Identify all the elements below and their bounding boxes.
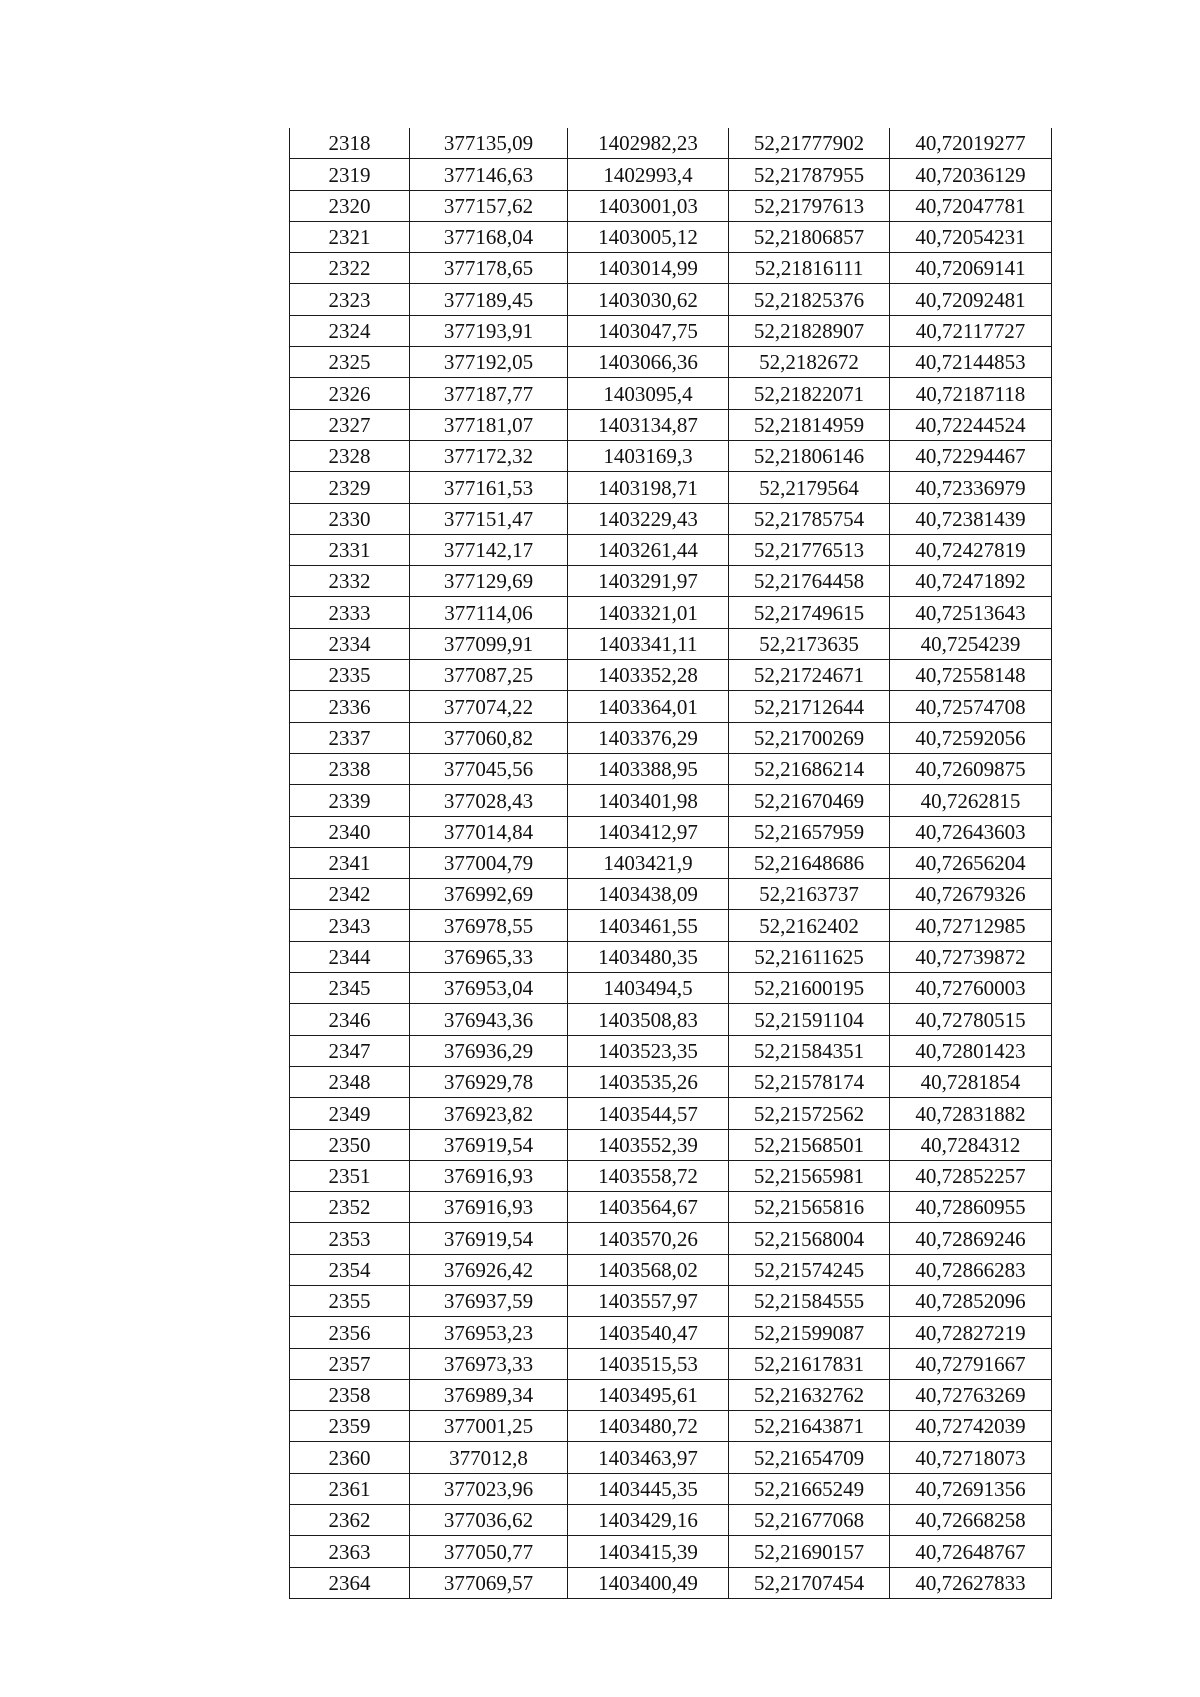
y-coordinate-cell: 1403014,99 (568, 253, 729, 284)
y-coordinate-cell: 1403480,72 (568, 1411, 729, 1442)
x-coordinate-cell: 376916,93 (410, 1160, 568, 1191)
latitude-cell: 52,21806146 (729, 440, 890, 471)
x-coordinate-cell: 377012,8 (410, 1442, 568, 1473)
longitude-cell: 40,72718073 (890, 1442, 1052, 1473)
latitude-cell: 52,21600195 (729, 973, 890, 1004)
table-row (290, 753, 1052, 784)
point-number-cell: 2352 (290, 1192, 410, 1223)
table-row (290, 1066, 1052, 1097)
longitude-cell: 40,72069141 (890, 253, 1052, 284)
longitude-cell: 40,72648767 (890, 1536, 1052, 1567)
y-coordinate-cell: 1403415,39 (568, 1536, 729, 1567)
point-number-cell: 2360 (290, 1442, 410, 1473)
longitude-cell: 40,7281854 (890, 1066, 1052, 1097)
table-row (290, 816, 1052, 847)
longitude-cell: 40,72760003 (890, 973, 1052, 1004)
table-row (290, 660, 1052, 691)
point-number-cell: 2331 (290, 534, 410, 565)
x-coordinate-cell: 376916,93 (410, 1192, 568, 1223)
point-number-cell: 2345 (290, 973, 410, 1004)
latitude-cell: 52,21777902 (729, 128, 890, 159)
table-row (290, 1192, 1052, 1223)
latitude-cell: 52,21825376 (729, 284, 890, 315)
point-number-cell: 2349 (290, 1098, 410, 1129)
x-coordinate-cell: 376929,78 (410, 1066, 568, 1097)
point-number-cell: 2339 (290, 785, 410, 816)
x-coordinate-cell: 377178,65 (410, 253, 568, 284)
longitude-cell: 40,7284312 (890, 1129, 1052, 1160)
longitude-cell: 40,72019277 (890, 128, 1052, 159)
latitude-cell: 52,21822071 (729, 378, 890, 409)
x-coordinate-cell: 377023,96 (410, 1473, 568, 1504)
y-coordinate-cell: 1403568,02 (568, 1254, 729, 1285)
longitude-cell: 40,72827219 (890, 1317, 1052, 1348)
y-coordinate-cell: 1403169,3 (568, 440, 729, 471)
table-row (290, 378, 1052, 409)
y-coordinate-cell: 1403535,26 (568, 1066, 729, 1097)
longitude-cell: 40,72763269 (890, 1379, 1052, 1410)
x-coordinate-cell: 377157,62 (410, 190, 568, 221)
x-coordinate-cell: 376936,29 (410, 1035, 568, 1066)
point-number-cell: 2350 (290, 1129, 410, 1160)
longitude-cell: 40,72780515 (890, 1004, 1052, 1035)
point-number-cell: 2323 (290, 284, 410, 315)
table-row (290, 628, 1052, 659)
point-number-cell: 2362 (290, 1505, 410, 1536)
table-row (290, 1411, 1052, 1442)
longitude-cell: 40,72574708 (890, 691, 1052, 722)
x-coordinate-cell: 377189,45 (410, 284, 568, 315)
table-row (290, 1098, 1052, 1129)
table-row (290, 785, 1052, 816)
y-coordinate-cell: 1403421,9 (568, 847, 729, 878)
latitude-cell: 52,21712644 (729, 691, 890, 722)
x-coordinate-cell: 377099,91 (410, 628, 568, 659)
x-coordinate-cell: 376937,59 (410, 1285, 568, 1316)
y-coordinate-cell: 1403429,16 (568, 1505, 729, 1536)
y-coordinate-cell: 1403352,28 (568, 660, 729, 691)
point-number-cell: 2347 (290, 1035, 410, 1066)
y-coordinate-cell: 1403134,87 (568, 409, 729, 440)
longitude-cell: 40,7262815 (890, 785, 1052, 816)
point-number-cell: 2327 (290, 409, 410, 440)
longitude-cell: 40,72513643 (890, 597, 1052, 628)
longitude-cell: 40,72852096 (890, 1285, 1052, 1316)
latitude-cell: 52,21654709 (729, 1442, 890, 1473)
table-row (290, 1379, 1052, 1410)
point-number-cell: 2359 (290, 1411, 410, 1442)
point-number-cell: 2354 (290, 1254, 410, 1285)
longitude-cell: 40,72144853 (890, 347, 1052, 378)
y-coordinate-cell: 1403463,97 (568, 1442, 729, 1473)
latitude-cell: 52,21677068 (729, 1505, 890, 1536)
longitude-cell: 40,72791667 (890, 1348, 1052, 1379)
table-row (290, 503, 1052, 534)
point-number-cell: 2363 (290, 1536, 410, 1567)
longitude-cell: 40,72869246 (890, 1223, 1052, 1254)
latitude-cell: 52,21568004 (729, 1223, 890, 1254)
x-coordinate-cell: 376943,36 (410, 1004, 568, 1035)
x-coordinate-cell: 376919,54 (410, 1223, 568, 1254)
point-number-cell: 2332 (290, 566, 410, 597)
latitude-cell: 52,2179564 (729, 472, 890, 503)
longitude-cell: 40,72852257 (890, 1160, 1052, 1191)
x-coordinate-cell: 376923,82 (410, 1098, 568, 1129)
latitude-cell: 52,21806857 (729, 221, 890, 252)
point-number-cell: 2322 (290, 253, 410, 284)
y-coordinate-cell: 1403261,44 (568, 534, 729, 565)
y-coordinate-cell: 1403388,95 (568, 753, 729, 784)
y-coordinate-cell: 1403001,03 (568, 190, 729, 221)
x-coordinate-cell: 377045,56 (410, 753, 568, 784)
x-coordinate-cell: 377135,09 (410, 128, 568, 159)
longitude-cell: 40,72117727 (890, 315, 1052, 346)
table-row (290, 1129, 1052, 1160)
longitude-cell: 40,72294467 (890, 440, 1052, 471)
latitude-cell: 52,21578174 (729, 1066, 890, 1097)
y-coordinate-cell: 1403376,29 (568, 722, 729, 753)
table-row (290, 1473, 1052, 1504)
x-coordinate-cell: 377114,06 (410, 597, 568, 628)
x-coordinate-cell: 377168,04 (410, 221, 568, 252)
table-row (290, 1567, 1052, 1598)
y-coordinate-cell: 1403066,36 (568, 347, 729, 378)
table-row (290, 159, 1052, 190)
latitude-cell: 52,21591104 (729, 1004, 890, 1035)
x-coordinate-cell: 377142,17 (410, 534, 568, 565)
table-row (290, 128, 1052, 159)
latitude-cell: 52,21657959 (729, 816, 890, 847)
table-row (290, 722, 1052, 753)
point-number-cell: 2328 (290, 440, 410, 471)
y-coordinate-cell: 1403321,01 (568, 597, 729, 628)
point-number-cell: 2356 (290, 1317, 410, 1348)
longitude-cell: 40,72381439 (890, 503, 1052, 534)
y-coordinate-cell: 1403047,75 (568, 315, 729, 346)
latitude-cell: 52,21787955 (729, 159, 890, 190)
point-number-cell: 2355 (290, 1285, 410, 1316)
y-coordinate-cell: 1403544,57 (568, 1098, 729, 1129)
x-coordinate-cell: 377028,43 (410, 785, 568, 816)
latitude-cell: 52,21572562 (729, 1098, 890, 1129)
point-number-cell: 2325 (290, 347, 410, 378)
point-number-cell: 2351 (290, 1160, 410, 1191)
point-number-cell: 2346 (290, 1004, 410, 1035)
longitude-cell: 40,72739872 (890, 941, 1052, 972)
latitude-cell: 52,21707454 (729, 1567, 890, 1598)
table-row (290, 284, 1052, 315)
longitude-cell: 40,72336979 (890, 472, 1052, 503)
x-coordinate-cell: 376978,55 (410, 910, 568, 941)
table-row (290, 1035, 1052, 1066)
longitude-cell: 40,72427819 (890, 534, 1052, 565)
table-row (290, 691, 1052, 722)
coordinates-table (289, 128, 1052, 1599)
longitude-cell: 40,72627833 (890, 1567, 1052, 1598)
longitude-cell: 40,72047781 (890, 190, 1052, 221)
y-coordinate-cell: 1403445,35 (568, 1473, 729, 1504)
point-number-cell: 2319 (290, 159, 410, 190)
latitude-cell: 52,21568501 (729, 1129, 890, 1160)
table-row (290, 1254, 1052, 1285)
table-body (290, 128, 1052, 1598)
latitude-cell: 52,21611625 (729, 941, 890, 972)
longitude-cell: 40,72244524 (890, 409, 1052, 440)
latitude-cell: 52,2173635 (729, 628, 890, 659)
latitude-cell: 52,21648686 (729, 847, 890, 878)
y-coordinate-cell: 1403570,26 (568, 1223, 729, 1254)
x-coordinate-cell: 377187,77 (410, 378, 568, 409)
point-number-cell: 2336 (290, 691, 410, 722)
x-coordinate-cell: 376973,33 (410, 1348, 568, 1379)
table-row (290, 910, 1052, 941)
latitude-cell: 52,21828907 (729, 315, 890, 346)
y-coordinate-cell: 1403552,39 (568, 1129, 729, 1160)
y-coordinate-cell: 1403461,55 (568, 910, 729, 941)
latitude-cell: 52,21565981 (729, 1160, 890, 1191)
longitude-cell: 40,72092481 (890, 284, 1052, 315)
x-coordinate-cell: 376953,23 (410, 1317, 568, 1348)
x-coordinate-cell: 377129,69 (410, 566, 568, 597)
point-number-cell: 2321 (290, 221, 410, 252)
longitude-cell: 40,72712985 (890, 910, 1052, 941)
point-number-cell: 2343 (290, 910, 410, 941)
x-coordinate-cell: 376953,04 (410, 973, 568, 1004)
x-coordinate-cell: 377172,32 (410, 440, 568, 471)
table-row (290, 847, 1052, 878)
y-coordinate-cell: 1403400,49 (568, 1567, 729, 1598)
latitude-cell: 52,21617831 (729, 1348, 890, 1379)
longitude-cell: 40,72609875 (890, 753, 1052, 784)
y-coordinate-cell: 1403364,01 (568, 691, 729, 722)
x-coordinate-cell: 377014,84 (410, 816, 568, 847)
table-row (290, 597, 1052, 628)
point-number-cell: 2338 (290, 753, 410, 784)
point-number-cell: 2326 (290, 378, 410, 409)
point-number-cell: 2342 (290, 879, 410, 910)
longitude-cell: 40,72656204 (890, 847, 1052, 878)
table-row (290, 534, 1052, 565)
y-coordinate-cell: 1403229,43 (568, 503, 729, 534)
longitude-cell: 40,72054231 (890, 221, 1052, 252)
table-row (290, 1317, 1052, 1348)
latitude-cell: 52,21749615 (729, 597, 890, 628)
table-row (290, 1223, 1052, 1254)
latitude-cell: 52,21814959 (729, 409, 890, 440)
y-coordinate-cell: 1403005,12 (568, 221, 729, 252)
y-coordinate-cell: 1403495,61 (568, 1379, 729, 1410)
y-coordinate-cell: 1403291,97 (568, 566, 729, 597)
y-coordinate-cell: 1403540,47 (568, 1317, 729, 1348)
table-row (290, 1536, 1052, 1567)
x-coordinate-cell: 377161,53 (410, 472, 568, 503)
longitude-cell: 40,72558148 (890, 660, 1052, 691)
longitude-cell: 40,72668258 (890, 1505, 1052, 1536)
table-row (290, 440, 1052, 471)
y-coordinate-cell: 1403558,72 (568, 1160, 729, 1191)
table-row (290, 190, 1052, 221)
longitude-cell: 40,72036129 (890, 159, 1052, 190)
point-number-cell: 2334 (290, 628, 410, 659)
latitude-cell: 52,21665249 (729, 1473, 890, 1504)
x-coordinate-cell: 377036,62 (410, 1505, 568, 1536)
latitude-cell: 52,21776513 (729, 534, 890, 565)
longitude-cell: 40,72742039 (890, 1411, 1052, 1442)
latitude-cell: 52,21797613 (729, 190, 890, 221)
table-row (290, 315, 1052, 346)
point-number-cell: 2337 (290, 722, 410, 753)
table-row (290, 409, 1052, 440)
table-row (290, 1505, 1052, 1536)
y-coordinate-cell: 1402982,23 (568, 128, 729, 159)
y-coordinate-cell: 1403438,09 (568, 879, 729, 910)
table-row (290, 973, 1052, 1004)
latitude-cell: 52,21816111 (729, 253, 890, 284)
latitude-cell: 52,21599087 (729, 1317, 890, 1348)
x-coordinate-cell: 377193,91 (410, 315, 568, 346)
latitude-cell: 52,21700269 (729, 722, 890, 753)
table-row (290, 879, 1052, 910)
table-row (290, 1285, 1052, 1316)
latitude-cell: 52,21584351 (729, 1035, 890, 1066)
point-number-cell: 2330 (290, 503, 410, 534)
y-coordinate-cell: 1403341,11 (568, 628, 729, 659)
point-number-cell: 2335 (290, 660, 410, 691)
point-number-cell: 2364 (290, 1567, 410, 1598)
x-coordinate-cell: 377001,25 (410, 1411, 568, 1442)
longitude-cell: 40,72592056 (890, 722, 1052, 753)
table-row (290, 1348, 1052, 1379)
y-coordinate-cell: 1403564,67 (568, 1192, 729, 1223)
longitude-cell: 40,72860955 (890, 1192, 1052, 1223)
latitude-cell: 52,21565816 (729, 1192, 890, 1223)
y-coordinate-cell: 1403508,83 (568, 1004, 729, 1035)
x-coordinate-cell: 377060,82 (410, 722, 568, 753)
table-row (290, 566, 1052, 597)
longitude-cell: 40,72679326 (890, 879, 1052, 910)
table-row (290, 1004, 1052, 1035)
x-coordinate-cell: 377004,79 (410, 847, 568, 878)
point-number-cell: 2344 (290, 941, 410, 972)
y-coordinate-cell: 1403515,53 (568, 1348, 729, 1379)
table-row (290, 1442, 1052, 1473)
longitude-cell: 40,72187118 (890, 378, 1052, 409)
x-coordinate-cell: 377192,05 (410, 347, 568, 378)
y-coordinate-cell: 1402993,4 (568, 159, 729, 190)
longitude-cell: 40,72831882 (890, 1098, 1052, 1129)
point-number-cell: 2341 (290, 847, 410, 878)
point-number-cell: 2318 (290, 128, 410, 159)
longitude-cell: 40,72471892 (890, 566, 1052, 597)
point-number-cell: 2329 (290, 472, 410, 503)
x-coordinate-cell: 377050,77 (410, 1536, 568, 1567)
longitude-cell: 40,72801423 (890, 1035, 1052, 1066)
y-coordinate-cell: 1403095,4 (568, 378, 729, 409)
latitude-cell: 52,2162402 (729, 910, 890, 941)
point-number-cell: 2361 (290, 1473, 410, 1504)
x-coordinate-cell: 376919,54 (410, 1129, 568, 1160)
y-coordinate-cell: 1403401,98 (568, 785, 729, 816)
y-coordinate-cell: 1403494,5 (568, 973, 729, 1004)
x-coordinate-cell: 376926,42 (410, 1254, 568, 1285)
latitude-cell: 52,21690157 (729, 1536, 890, 1567)
x-coordinate-cell: 377151,47 (410, 503, 568, 534)
latitude-cell: 52,21670469 (729, 785, 890, 816)
x-coordinate-cell: 377146,63 (410, 159, 568, 190)
longitude-cell: 40,72643603 (890, 816, 1052, 847)
latitude-cell: 52,21686214 (729, 753, 890, 784)
latitude-cell: 52,21574245 (729, 1254, 890, 1285)
point-number-cell: 2357 (290, 1348, 410, 1379)
latitude-cell: 52,21584555 (729, 1285, 890, 1316)
y-coordinate-cell: 1403557,97 (568, 1285, 729, 1316)
point-number-cell: 2358 (290, 1379, 410, 1410)
point-number-cell: 2340 (290, 816, 410, 847)
table-row (290, 221, 1052, 252)
point-number-cell: 2353 (290, 1223, 410, 1254)
latitude-cell: 52,21643871 (729, 1411, 890, 1442)
x-coordinate-cell: 377074,22 (410, 691, 568, 722)
x-coordinate-cell: 377069,57 (410, 1567, 568, 1598)
latitude-cell: 52,21764458 (729, 566, 890, 597)
table-row (290, 347, 1052, 378)
y-coordinate-cell: 1403480,35 (568, 941, 729, 972)
table-row (290, 472, 1052, 503)
table-row (290, 1160, 1052, 1191)
y-coordinate-cell: 1403412,97 (568, 816, 729, 847)
longitude-cell: 40,72866283 (890, 1254, 1052, 1285)
y-coordinate-cell: 1403198,71 (568, 472, 729, 503)
point-number-cell: 2324 (290, 315, 410, 346)
latitude-cell: 52,21724671 (729, 660, 890, 691)
y-coordinate-cell: 1403523,35 (568, 1035, 729, 1066)
table-row (290, 253, 1052, 284)
table-row (290, 941, 1052, 972)
x-coordinate-cell: 377087,25 (410, 660, 568, 691)
x-coordinate-cell: 376989,34 (410, 1379, 568, 1410)
point-number-cell: 2333 (290, 597, 410, 628)
latitude-cell: 52,21785754 (729, 503, 890, 534)
point-number-cell: 2320 (290, 190, 410, 221)
latitude-cell: 52,21632762 (729, 1379, 890, 1410)
x-coordinate-cell: 376965,33 (410, 941, 568, 972)
longitude-cell: 40,72691356 (890, 1473, 1052, 1504)
point-number-cell: 2348 (290, 1066, 410, 1097)
y-coordinate-cell: 1403030,62 (568, 284, 729, 315)
latitude-cell: 52,2182672 (729, 347, 890, 378)
x-coordinate-cell: 376992,69 (410, 879, 568, 910)
latitude-cell: 52,2163737 (729, 879, 890, 910)
x-coordinate-cell: 377181,07 (410, 409, 568, 440)
longitude-cell: 40,7254239 (890, 628, 1052, 659)
